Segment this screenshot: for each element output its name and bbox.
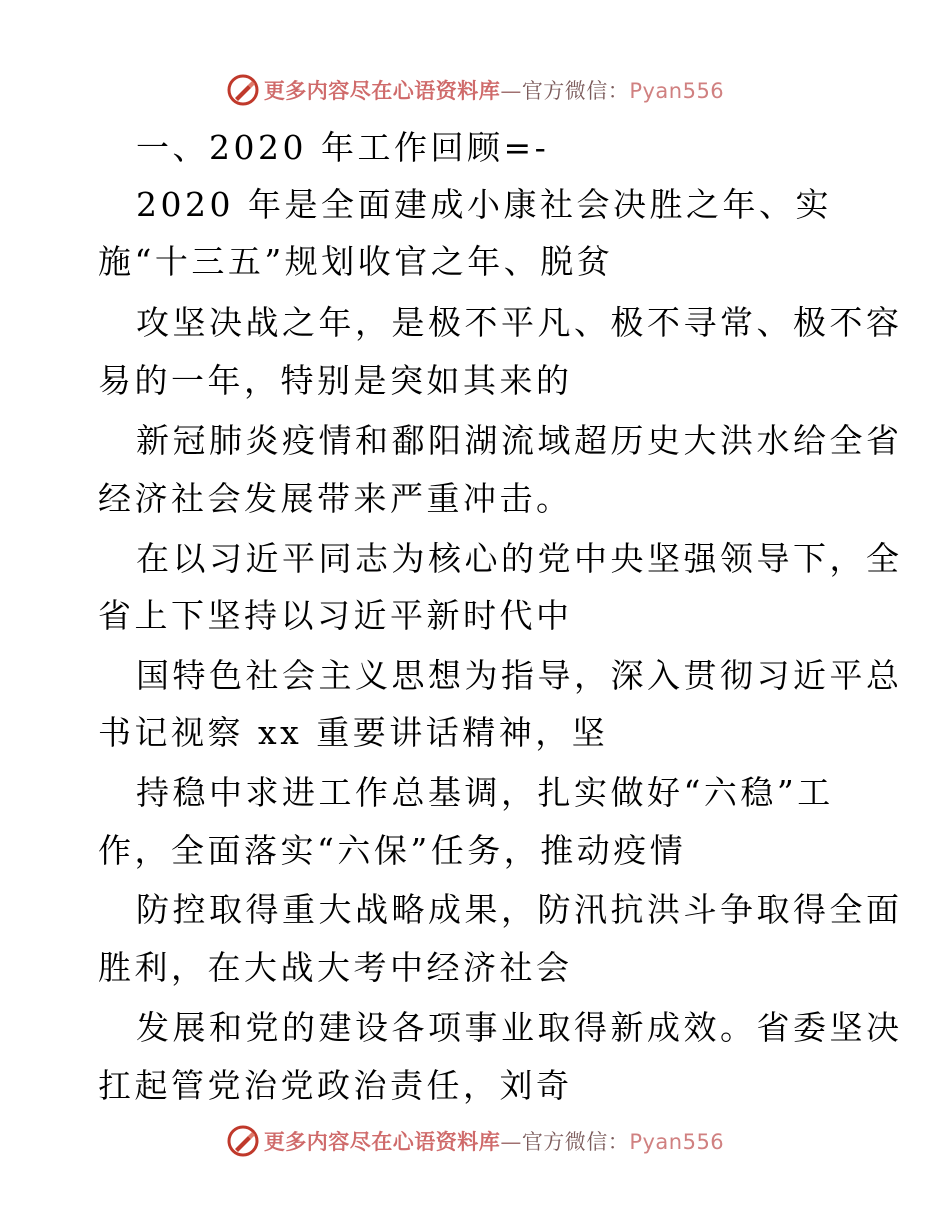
watermark-id: Pyan556: [629, 79, 725, 103]
watermark-main: 更多内容尽在心语资料库: [263, 1130, 501, 1154]
pen-logo-icon: [226, 1124, 260, 1158]
paragraph-line: 作，全面落实“六保”任务，推动疫情: [98, 831, 687, 870]
paragraph-line: 持稳中求进工作总基调，扎实做好“六稳”工: [136, 773, 834, 812]
heading-line: 一、2020 年工作回顾=-: [136, 128, 550, 167]
paragraph-line: 施“十三五”规划收官之年、脱贫: [98, 242, 614, 281]
paragraph-line: 省上下坚持以习近平新时代中: [98, 596, 573, 635]
paragraph-line: 经济社会发展带来严重冲击。: [98, 479, 573, 518]
paragraph-line: 新冠肺炎疫情和鄱阳湖流域超历史大洪水给全省: [136, 421, 903, 460]
watermark-label: 官方微信：: [521, 1130, 630, 1154]
paragraph-line: 防控取得重大战略成果，防汛抗洪斗争取得全面: [136, 890, 903, 929]
paragraph-line: 扛起管党治党政治责任，刘奇: [98, 1066, 573, 1105]
watermark-footer: [0, 1121, 950, 1161]
paragraph-line: 胜利，在大战大考中经济社会: [98, 948, 573, 987]
watermark-separator: —: [500, 79, 522, 103]
paragraph-line: 国特色社会主义思想为指导，深入贯彻习近平总: [136, 656, 903, 695]
paragraph-line: 2020 年是全面建成小康社会决胜之年、实: [136, 185, 832, 224]
watermark-label: 官方微信：: [521, 79, 630, 103]
paragraph-line: 攻坚决战之年，是极不平凡、极不寻常、极不容: [136, 303, 903, 342]
paragraph-line: 发展和党的建设各项事业取得新成效。省委坚决: [136, 1008, 903, 1047]
paragraph-line: 易的一年，特别是突如其来的: [98, 361, 573, 400]
watermark-text: [264, 1126, 724, 1156]
paragraph-line: 在以习近平同志为核心的党中央坚强领导下，全: [136, 539, 903, 578]
watermark-separator: —: [500, 1130, 522, 1154]
paragraph-line: 书记视察 xx 重要讲话精神，坚: [98, 713, 609, 752]
watermark-main: 更多内容尽在心语资料库: [263, 79, 501, 103]
watermark-id: Pyan556: [629, 1130, 725, 1154]
